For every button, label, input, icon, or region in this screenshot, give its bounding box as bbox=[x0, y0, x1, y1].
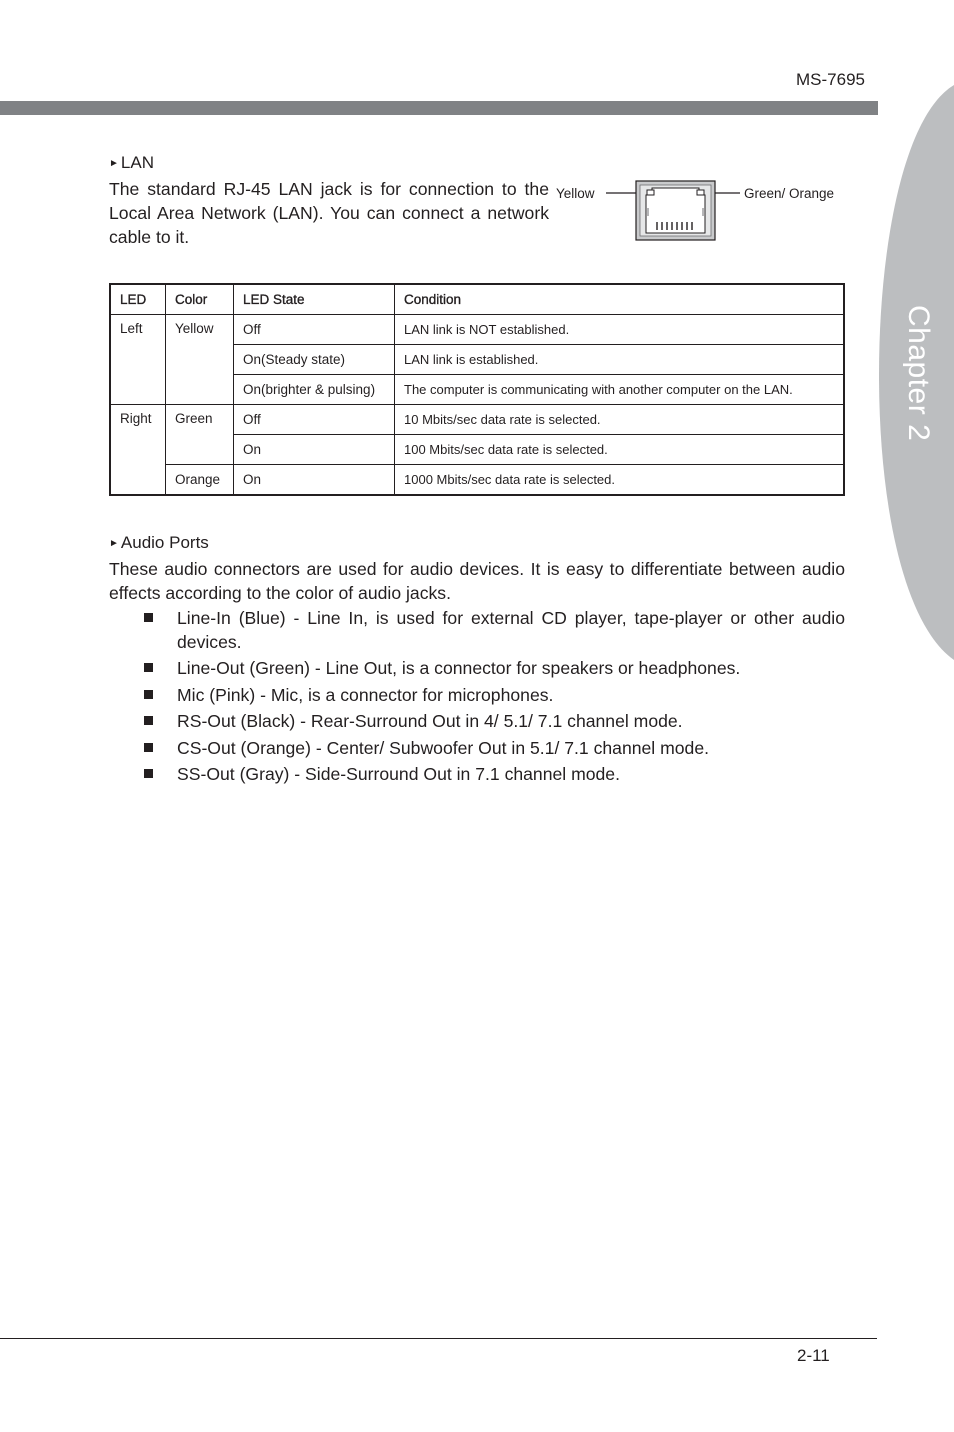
table-row bbox=[110, 405, 844, 435]
state-cell: On(brighter & pulsing) bbox=[234, 375, 395, 405]
square-bullet-icon bbox=[144, 613, 153, 622]
yellow-led-label: Yellow bbox=[556, 186, 595, 201]
col-header-led: LED bbox=[110, 284, 166, 315]
condition-cell: LAN link is established. bbox=[395, 345, 845, 375]
rj45-jack-icon bbox=[552, 178, 852, 244]
square-bullet-icon bbox=[144, 716, 153, 725]
list-item bbox=[109, 607, 845, 654]
lan-description: The standard RJ-45 LAN jack is for connection to the Local Area Network (LAN). You can connect a network cable to it. bbox=[109, 179, 549, 247]
condition-cell: 100 Mbits/sec data rate is selected. bbox=[395, 435, 845, 465]
condition-cell: LAN link is NOT established. bbox=[395, 315, 845, 345]
list-item-text: Line-Out (Green) - Line Out, is a connector for speakers or headphones. bbox=[177, 658, 741, 678]
col-header-color: Color bbox=[166, 284, 234, 315]
color-cell-orange: Orange bbox=[166, 465, 234, 496]
page-number: 2-11 bbox=[797, 1346, 830, 1365]
state-cell: Off bbox=[234, 405, 395, 435]
square-bullet-icon bbox=[144, 690, 153, 699]
list-item-text: Mic (Pink) - Mic, is a connector for microphones. bbox=[177, 684, 554, 705]
footer-rule bbox=[0, 1338, 877, 1339]
header-bar bbox=[0, 101, 878, 115]
list-item-text: CS-Out (Orange) - Center/ Subwoofer Out in 5.1/ 7.1 channel mode. bbox=[177, 737, 709, 758]
led-status-table bbox=[109, 283, 845, 496]
audio-description: These audio connectors are used for audio devices. It is easy to differentiate between audio effects according to the color of audio jacks. bbox=[109, 559, 845, 603]
led-cell-left: Left bbox=[110, 315, 166, 405]
color-cell-green: Green bbox=[166, 405, 234, 465]
list-item-text: Line-In (Blue) - Line In, is used for external CD player, tape-player or other audio devices. bbox=[177, 608, 845, 652]
condition-cell: The computer is communicating with another computer on the LAN. bbox=[395, 375, 845, 405]
list-item bbox=[109, 737, 845, 761]
list-item-text: RS-Out (Black) - Rear-Surround Out in 4/ 5.1/ 7.1 channel mode. bbox=[177, 711, 683, 731]
lan-heading-text: LAN bbox=[120, 153, 154, 172]
audio-port-list bbox=[109, 607, 845, 790]
square-bullet-icon bbox=[144, 743, 153, 752]
led-cell-right: Right bbox=[110, 405, 166, 496]
list-item bbox=[109, 657, 845, 681]
list-item bbox=[109, 710, 845, 734]
condition-cell: 1000 Mbits/sec data rate is selected. bbox=[395, 465, 845, 496]
list-item-text: SS-Out (Gray) - Side-Surround Out in 7.1 channel mode. bbox=[177, 764, 620, 784]
green-orange-led-label: Green/ Orange bbox=[744, 186, 835, 201]
lan-section-heading bbox=[109, 153, 154, 173]
color-cell-yellow: Yellow bbox=[166, 315, 234, 405]
state-cell: On bbox=[234, 435, 395, 465]
square-bullet-icon bbox=[144, 769, 153, 778]
model-number: MS-7695 bbox=[796, 70, 865, 89]
col-header-condition: Condition bbox=[395, 284, 845, 315]
square-bullet-icon bbox=[144, 663, 153, 672]
chapter-tab-label: Chapter 2 bbox=[902, 305, 935, 442]
state-cell: Off bbox=[234, 315, 395, 345]
audio-heading-text: Audio Ports bbox=[120, 533, 209, 552]
state-cell: On bbox=[234, 465, 395, 496]
triangle-bullet-icon: ► bbox=[109, 158, 119, 169]
triangle-bullet-icon: ► bbox=[109, 538, 119, 549]
list-item bbox=[109, 763, 845, 787]
table-row bbox=[110, 315, 844, 345]
list-item bbox=[109, 684, 845, 708]
table-header-row bbox=[110, 284, 844, 315]
col-header-led-state: LED State bbox=[234, 284, 395, 315]
table-row bbox=[110, 465, 844, 496]
state-cell: On(Steady state) bbox=[234, 345, 395, 375]
condition-cell: 10 Mbits/sec data rate is selected. bbox=[395, 405, 845, 435]
audio-section-heading bbox=[109, 533, 209, 553]
lan-jack-diagram bbox=[552, 178, 852, 244]
